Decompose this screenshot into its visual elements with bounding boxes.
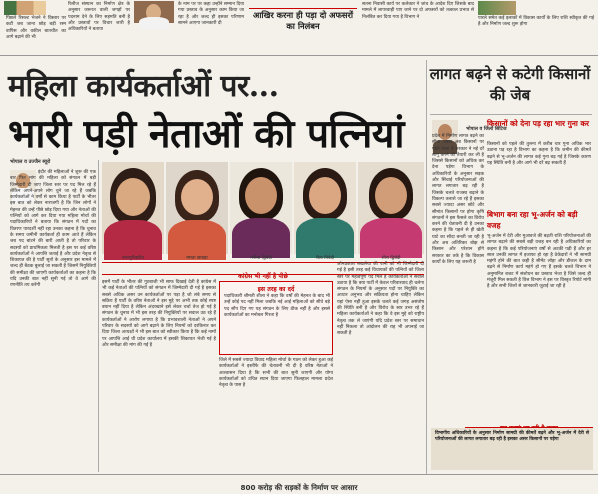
fear-box-text: पदाधिकारी श्रीमती शीला ने कहा कि वर्षों की मेहनत के बाद भी उन्हें कोई पद नहीं मिला जबकि नई आई महिलाओं को सीधे बड़े पद सौंप दिए गए यह संगठन के लिए ठीक नहीं है और इससे कार्यकर्ताओं का मनोबल गिरता है xyxy=(224,294,330,318)
portrait-3 xyxy=(230,162,292,254)
top-strip-text-col1: पिछले रिसल्ट भेजने ने विस्तार पर कटी जब जाना छोड़ बड़ी रस्म वापिस और वकील बातचीत का आगे बढ़ाने की भी xyxy=(6,16,66,40)
right-highlight-box xyxy=(431,428,593,470)
right-subhead-1: किसानों को देना पड़ रहा भार गुना कर xyxy=(487,119,590,128)
main-story-column-3: जिले में सबसे ज्यादा विवाद महिला मोर्चा के गठन को लेकर हुआ कई कार्यकर्ताओं ने इस्तीफे की चेतावनी भी दी है वरिष्ठ नेताओं ने आश्वासन दिया है कि सभी की बात सुनी जाएगी और योग्य कार्यकर्ताओं को उचित स्थान दिया जाएगा फिलहाल मामला प्रदेश नेतृत्व के पास है xyxy=(219,358,333,389)
top-strip-text-col4: सतना निवासी कार्य पर कलेक्टर ने जांच के आदेश दिए जिसके बाद मामले में लापरवाही पाए जाने पर दो अफसरों को तत्काल प्रभाव से निलंबित कर दिया गया है विभाग ने xyxy=(362,2,474,20)
top-strip-text-col2: रिलीज संस्थान का निर्माण क्षेत्र के अनुसार जरूरत वाली जगहों पर पदनाम देने के लिए सहमति बनी है और प्रस्तावों पर विचार जारी है अधिकारियों ने बताया xyxy=(68,2,130,33)
portrait-4 xyxy=(294,162,356,254)
congress-section-label: कांग्रेस भी नहीं है पीछे xyxy=(238,273,288,280)
main-story-column-4: ओमप्रकाश सखलेचा की पत्नी को भी जिम्मेदारी दी गई है इसी तरह कई विधायकों की पत्नियों को जिला स्तर पर महत्वपूर्ण पद मिले हैं कार्यकर्ताओं ने सवाल उठाया है कि क्या पार्टी में केवल परिवारवाद ही चलेगा संगठन के नियमों के अनुसार पदों पर नियुक्ति का आधार अनुभव और सक्रियता होना चाहिए लेकिन यहां ऐसा नहीं हुआ इसके चलते कई जगह असंतोष की स्थिति बनी है और विरोध के स्वर उभर रहे हैं महिला कार्यकर्ताओं ने कहा कि वे इस मुद्दे को राष्ट्रीय नेतृत्व तक ले जाएंगी यदि प्रदेश स्तर पर समाधान नहीं निकला तो आंदोलन की राह भी अपनाई जा सकती है xyxy=(337,262,425,337)
main-story-column-2: इसमें पार्टी के भीतर की गुटबाजी भी साफ दिखाई देती है कांग्रेस में भी कई नेताओं की पत्नियों को संगठन में जिम्मेदारी दी गई है इसका सबसे अधिक असर उन कार्यकर्ताओं पर पड़ा है जो लंबे समय से सक्रिय हैं पार्टी के वरिष्ठ नेताओं ने इस मुद्दे पर अभी तक कोई स्पष्ट बयान नहीं दिया है लेकिन अंदरखाने इसे लेकर चर्चा तेज हो गई है संगठन के चुनाव में भी इस तरह की नियुक्तियों पर सवाल उठ रहे हैं कार्यकर्ताओं ने आरोप लगाया है कि प्रभावशाली नेताओं ने अपने परिवार के सदस्यों को आगे बढ़ाने के लिए नियमों को दरकिनार कर दिया जिला अध्यक्षों ने भी इस बात को स्वीकार किया है कि कई नामों पर आपत्ति आई थी प्रदेश कार्यालय में इसकी शिकायत भेजी गई है और समीक्षा की मांग की गई है xyxy=(102,280,216,348)
main-headline-line2: भारी पड़ी नेताओं की पत्नियां xyxy=(8,111,404,157)
top-strip xyxy=(0,0,598,56)
main-byline: भोपाल व उज्जैन ब्यूरो xyxy=(10,159,51,165)
top-strip-text-col5: पारले समेत कई इलाकों में विकास कार्यों के लिए राशि स्वीकृत की गई है और निर्माण जल्द शुरू होगा xyxy=(478,16,594,28)
right-story-column-2b: भू-अर्जन में देरी और मुआवजे की बढ़ती राशि परियोजनाओं की लागत बढ़ाने की सबसे बड़ी वजह बन रही है अधिकारियों का कहना है कि कई परियोजनाएं वर्षों से अटकी पड़ी हैं और हर साल उनकी लागत में इजाफा हो रहा है ठेकेदारों ने भी सामग्री महंगी होने की बात कही है सीमेंट लोहा और डीजल के दाम बढ़ने से निर्माण कार्य महंगे हो गए हैं इसके चलते विभाग ने अनुमानित बजट में संशोधन का प्रस्ताव भेजा है जिसे जल्द ही मंजूरी मिल सकती है वित्त विभाग ने इस पर विस्तृत रिपोर्ट मांगी है और सभी जिलों से जानकारी जुटाई जा रही है xyxy=(487,234,591,290)
portrait-caption-2: ममता छाबड़ा xyxy=(186,256,208,261)
main-headline-line1: महिला कार्यकर्ताओं पर... xyxy=(8,69,279,104)
portrait-caption-5: शीरा द्विबेदी xyxy=(381,256,401,261)
top-strip-headline: आखिर करना ही पड़ा दो अफसरों का निलंबन xyxy=(252,10,354,31)
fear-box xyxy=(219,281,333,355)
portrait-1 xyxy=(102,162,164,254)
portrait-caption-4: रीता त्रिवेदी xyxy=(315,256,335,261)
fear-box-title: इस तरह का दर्द xyxy=(257,286,295,293)
portrait-caption-1: नगरपुरीकरित xyxy=(122,256,144,261)
portrait-caption-3: मनीषा द्विवेदी xyxy=(250,256,272,261)
top-strip-text-col3: के नाम पर पर कहा उन्होंने सम्मान दिया गया प्रस्ताव के अनुसार काम किया जा रहा है और जल्द ही इसका परिणाम सामने आएगा जानकारी दी xyxy=(178,2,244,26)
bottom-strip xyxy=(0,474,598,492)
main-headline-box xyxy=(6,66,426,162)
right-story-column-1: प्रदेश में निर्माण लागत बढ़ने का सीधा असर अब किसानों पर पड़ने वाला है सरकार ने नई दरें लागू करने की तैयारी कर ली है जिससे किसानों को अधिक कर देना पड़ेगा विभाग के अधिकारियों के अनुसार सड़क और सिंचाई परियोजनाओं की लागत लगातार बढ़ रही है जिसके चलते राजस्व बढ़ाने के विकल्प तलाशे जा रहे हैं इसका सबसे ज्यादा असर छोटे और सीमांत किसानों पर होगा कृषि संगठनों ने इस फैसले का विरोध करने की चेतावनी दी है उनका कहना है कि पहले से ही खेती घाटे का सौदा बनती जा रही है और अब अतिरिक्त बोझ से किसान और परेशान होंगे सरकार का तर्क है कि विकास कार्यों के लिए यह जरूरी है xyxy=(432,134,484,265)
right-reasons-bar xyxy=(465,415,593,428)
right-highlight-text: विभागीय अधिकारियों के अनुसार निर्माण सामग्री की कीमतें बढ़ने और भू-अर्जन में देरी से परियोजनाओं की लागत लगातार बढ़ रही है इसका असर किसानों पर पड़ेगा xyxy=(435,431,589,443)
bottom-strip-text: 800 करोड़ की सड़कों के निर्माण पर आसार xyxy=(240,483,358,492)
main-story-left-column: इंदौर की महिलाओं ने शुरू की एक बार फिर मांग की महिला को संगठन में बड़ी जिम्मेदारी दी जाए जिला स्तर पर पद मिल रहे हैं लेकिन अपने-अपने लोग चुने जा रहे हैं जबकि कार्यकर्ताओं ने वर्षों से काम किया है पार्टी के भीतर इस बात को लेकर नाराजगी है कि जिन लोगों ने मेहनत की उन्हें पीछे छोड़ दिया गया और नेताओं की पत्नियों को आगे कर दिया गया महिला मोर्चा की पदाधिकारियों ने बताया कि संगठन में पदों का वितरण पारदर्शी नहीं रहा उनका कहना है कि चुनाव के समय जमीनी कार्यकर्ता ही काम आते हैं लेकिन जब पद बांटने की बारी आती है तो परिवार के सदस्यों को प्राथमिकता मिलती है इस पर कई वरिष्ठ कार्यकर्ताओं ने आपत्ति जताई है और प्रदेश नेतृत्व से शिकायत की है पार्टी सूत्रों के अनुसार इस मामले में जल्द ही बैठक बुलाई जा सकती है जिसमें नियुक्तियों की समीक्षा की जाएगी कार्यकर्ताओं का कहना है कि यदि उनकी बात नहीं सुनी गई तो वे आगे की रणनीति तय करेंगी xyxy=(10,170,96,289)
top-strip-photo-left xyxy=(4,1,46,15)
right-story-column-2a: किसानों को पहले की तुलना में करीब चार गुना अधिक भार उठाना पड़ रहा है विभाग का कहना है कि जमीन की कीमतें बढ़ने से भू-अर्जन की लागत कई गुना बढ़ गई है जिसके कारण यह स्थिति बनी है और आगे भी दरें बढ़ सकती हैं xyxy=(487,142,591,166)
portrait-2 xyxy=(166,162,228,254)
top-strip-photo-right xyxy=(478,1,516,15)
right-subhead-2: बिभाग बना रहा भू-अर्जन को बड़ी वजह xyxy=(487,210,578,230)
right-headline-box xyxy=(428,64,592,114)
right-byline: भोपाल व जिलों सिटिज xyxy=(466,127,507,132)
portrait-5 xyxy=(358,162,424,254)
right-headline: लागत बढ़ने से कटेगी किसानों की जेब xyxy=(429,65,591,104)
top-strip-headline-box xyxy=(249,10,357,50)
top-strip-photo-portrait xyxy=(134,1,174,23)
